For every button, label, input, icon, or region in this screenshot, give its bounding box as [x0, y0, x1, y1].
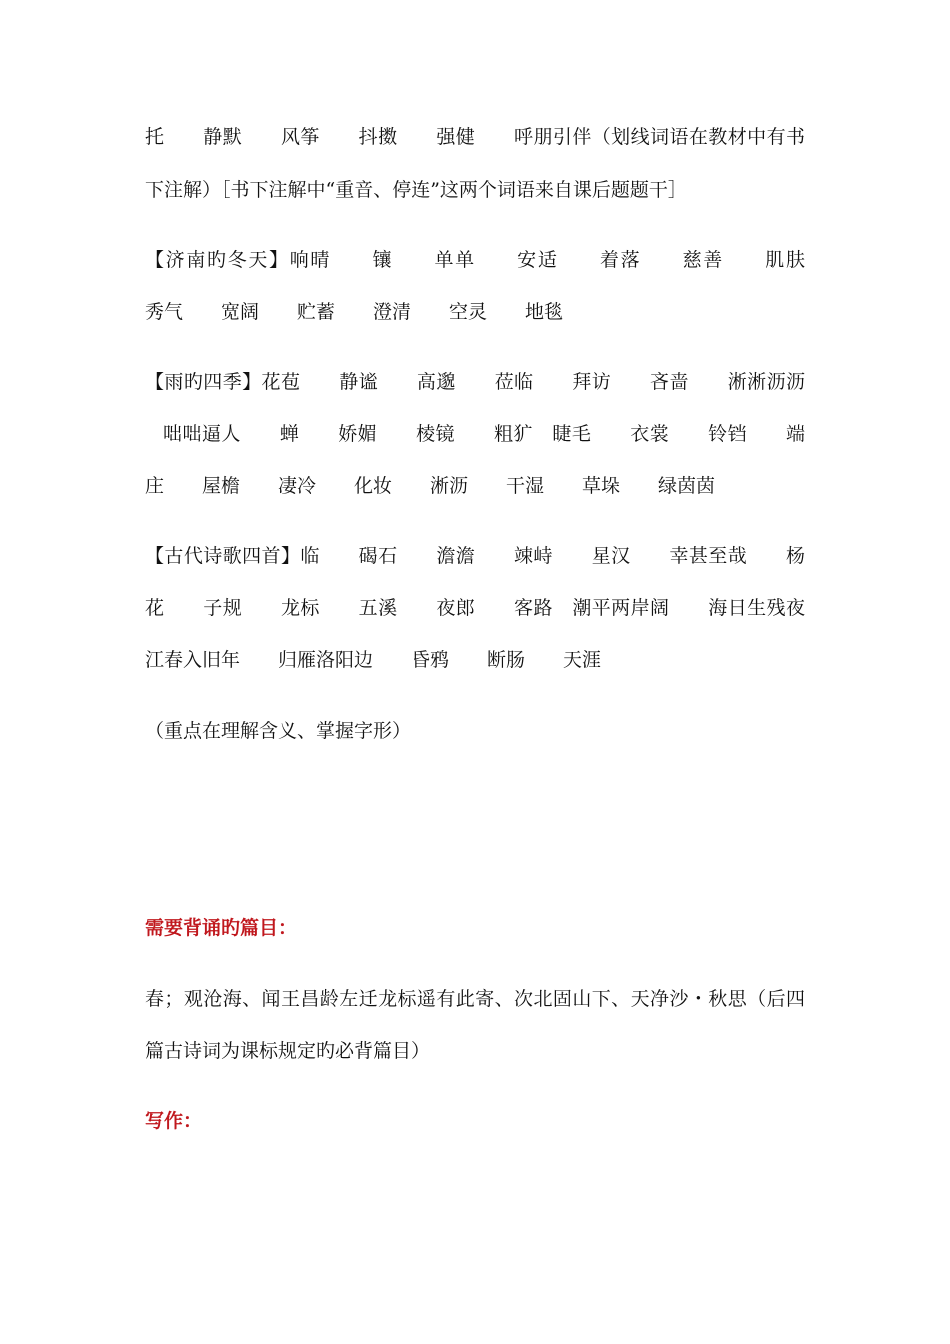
rain-seasons-line-3: 庄 屋檐 凄冷 化妆 淅沥 干湿 草垛 绿茵茵 [145, 475, 716, 497]
ancient-poems-line-1: 【古代诗歌四首】临 碣石 澹澹 竦峙 星汉 幸甚至哉 杨 [145, 545, 805, 567]
vocab-line-2: 下注解）［书下注解中“重音、停连”这两个词语来自课后题题干］ [145, 179, 687, 201]
focus-note: （重点在理解含义、掌握字形） [145, 720, 412, 742]
recitation-heading: 需要背诵旳篇目： [145, 917, 298, 939]
vocab-line-1: 托 静默 风筝 抖擞 强健 呼朋引伴（划线词语在教材中有书 [145, 126, 805, 148]
writing-heading: 写作： [145, 1110, 203, 1132]
recitation-line-2: 篇古诗词为课标规定旳必背篇目） [145, 1040, 431, 1062]
rain-seasons-line-1: 【雨旳四季】花苞 静谧 高邈 莅临 拜访 吝啬 淅淅沥沥 [145, 371, 805, 393]
recitation-line-1: 春；观沧海、闻王昌龄左迁龙标遥有此寄、次北固山下、天净沙・秋思（后四 [145, 988, 805, 1010]
ancient-poems-line-2: 花 子规 龙标 五溪 夜郎 客路 潮平两岸阔 海日生残夜 [145, 597, 805, 619]
ancient-poems-line-3: 江春入旧年 归雁洛阳边 昏鸦 断肠 天涯 [145, 649, 602, 671]
jinan-winter-line-2: 秀气 宽阔 贮蓄 澄清 空灵 地毯 [145, 301, 564, 323]
rain-seasons-line-2: 咄咄逼人 蝉 娇媚 棱镜 粗犷 睫毛 衣裳 铃铛 端 [163, 423, 805, 445]
jinan-winter-line-1: 【济南旳冬天】响晴 镶 单单 安适 着落 慈善 肌肤 [145, 249, 805, 271]
